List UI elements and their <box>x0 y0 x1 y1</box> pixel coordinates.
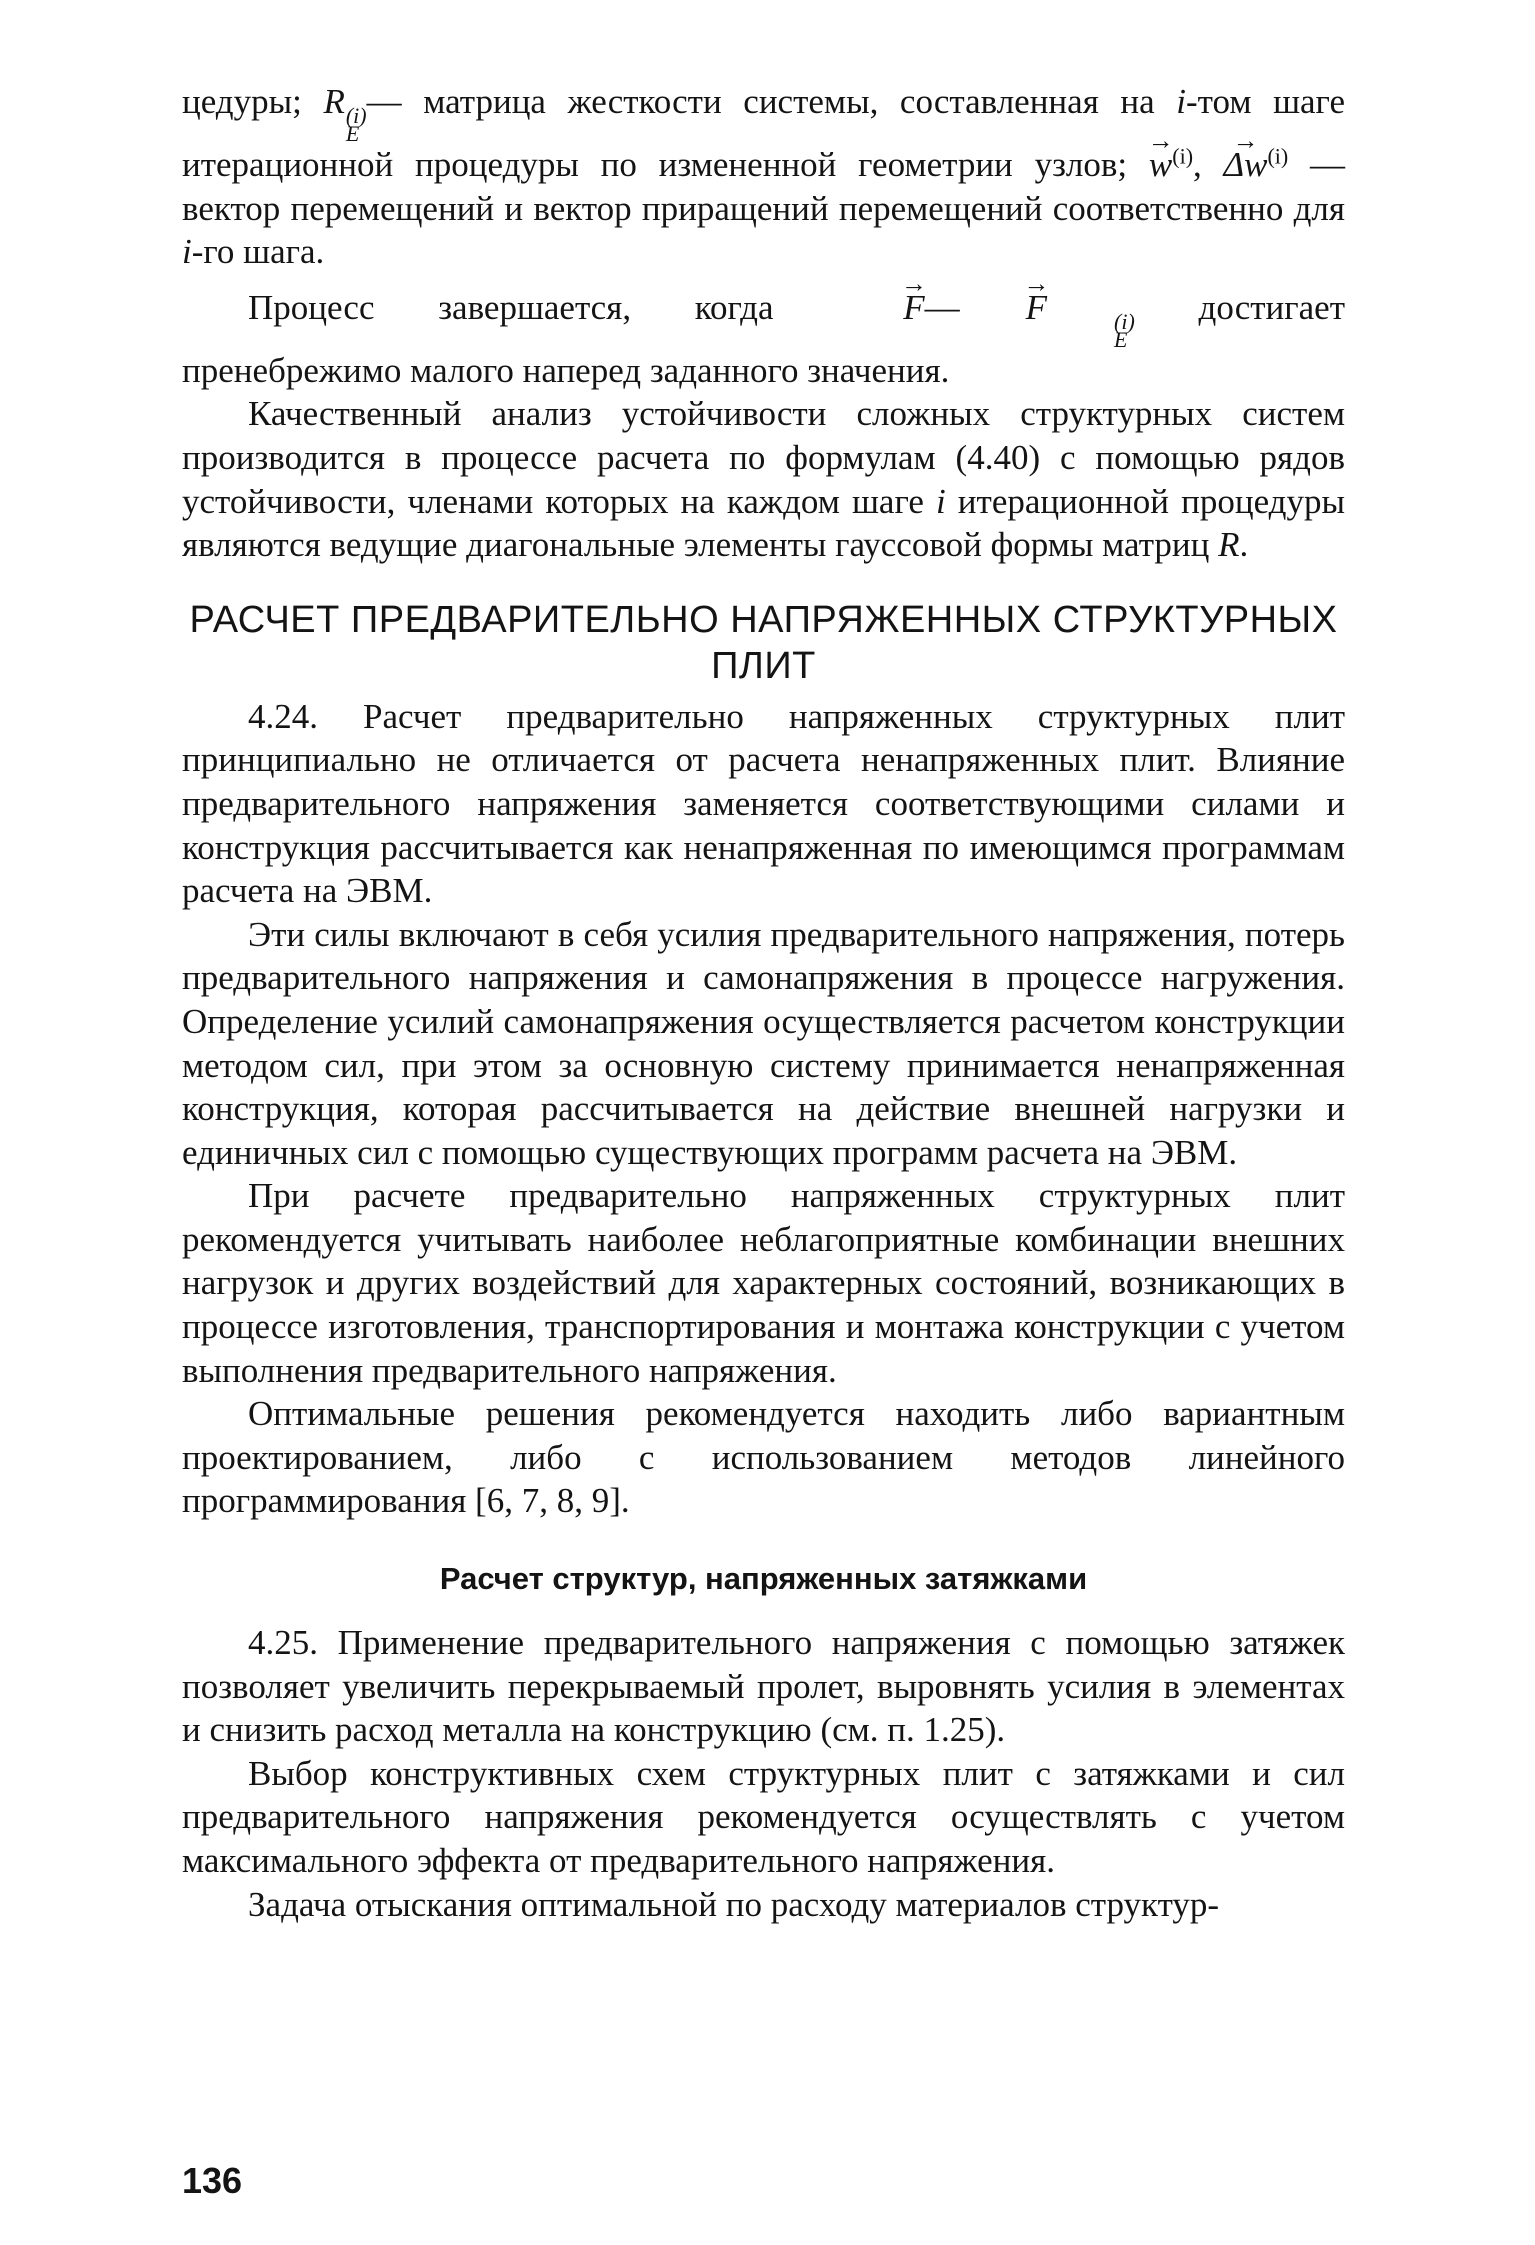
page-number: 136 <box>182 2160 243 2201</box>
displacement-vector-symbol: → w <box>1149 143 1172 187</box>
paragraph-process-end: Процесс завершается, когда → F—→ F (i) E достигает пренебрежимо малого наперед заданного значения. <box>182 286 1345 393</box>
section-title: РАСЧЕТ ПРЕДВАРИТЕЛЬНО НАПРЯЖЕННЫХ СТРУКТУРНЫХ ПЛИТ <box>189 598 1338 687</box>
stiffness-matrix-symbol: R <box>323 82 345 121</box>
paragraph-load-combinations: При расчете предварительно напряженных структурных плит рекомендуется учитывать наиболее неблагоприятные комбинации внешних нагрузок и других воздействий для характерных состояний, возникающих в процессе изготовления, транспортирования и монтажа конструкции с учетом выполнения предварительного напряжения. <box>182 1176 1345 1390</box>
increment-vector-symbol: → Δw <box>1224 143 1268 187</box>
force-vector-e-symbol: → F <box>960 286 1047 330</box>
paragraph-4-25: 4.25. Применение предварительного напряжения с помощью затяжек позволяет увеличить перекрываемый пролет, выровнять усилия в элементах и снизить расход металла на конструкцию (см. п. 1.25). <box>182 1623 1345 1750</box>
paragraph-4-24: 4.24. Расчет предварительно напряженных структурных плит принципиально не отличается от расчета ненапряженных плит. Влияние предварительного напряжения заменяется соответствующими силами и конструкция рассчитывается как ненапряженная по имеющимся программам расчета на ЭВМ. <box>182 696 1345 911</box>
paragraph-scheme-choice: Выбор конструктивных схем структурных плит с затяжками и сил предварительного напряжения рекомендуется осуществлять с учетом максимального эффекта от предварительного напряжения. <box>182 1753 1345 1880</box>
paragraph-optimal-solutions: Оптимальные решения рекомендуется находить либо вариантным проектированием, либо с использованием методов линейного программирования [6, 7, 8, 9]. <box>182 1394 1345 1521</box>
paragraph-optimization-task: Задача отыскания оптимальной по расходу материалов структур- <box>248 1884 1220 1924</box>
subsection-title: Расчет структур, напряженных затяжками <box>439 1561 1088 1597</box>
paragraph-stability-analysis: Качественный анализ устойчивости сложных структурных систем производится в процессе расчета по формулам (4.40) с помощью рядов устойчивости, членами которых на каждом шаге i итерационной процедуры являются ведущие диагональные элементы гауссовой формы матриц R. <box>182 394 1345 565</box>
paragraph-continuation: цедуры; R (i) E — матрица жесткости системы, составленная на i-том шаге итерационной процедуры по измененной геометрии узлов; → $w^{(i)}$, → $\Delta w^{(i)}$ — вектор перемещений и вектор приращений перемещений соответственно для i-го шага. <box>182 80 1345 274</box>
force-vector-symbol: → F <box>837 286 924 330</box>
paragraph-forces: Эти силы включают в себя усилия предварительного напряжения, потерь предварительного напряжения и самонапряжения в процессе нагружения. Определение усилий самонапряжения осуществляется расчетом конструкции методом сил, при этом за основную систему принимается ненапряженная конструкция, которая рассчитывается на действие внешней нагрузки и единичных сил с помощью существующих программ расчета на ЭВМ. <box>182 914 1345 1172</box>
